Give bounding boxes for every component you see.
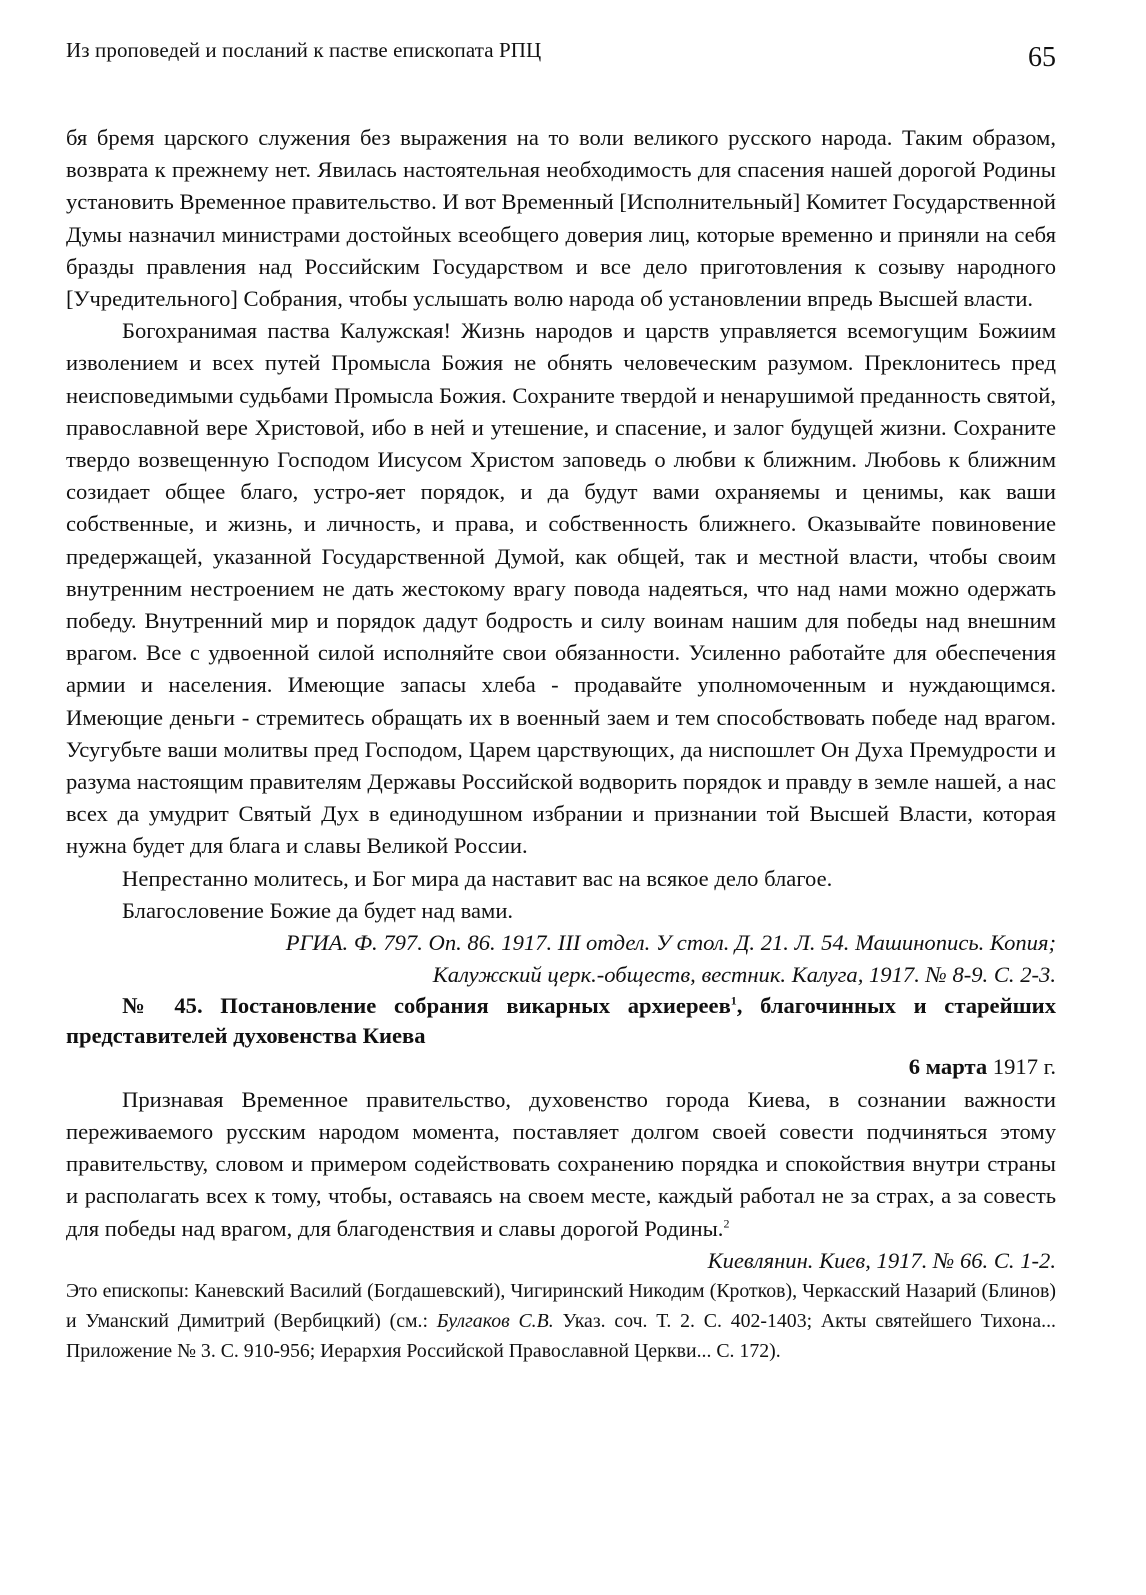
source-citation: Киевлянин. Киев, 1917. № 66. С. 1-2. xyxy=(707,1247,1056,1273)
paragraph: Благословение Божие да будет над вами. xyxy=(122,897,514,923)
heading-text: № 45. Постановление собрания викарных архиереев xyxy=(122,993,731,1019)
date-year: 1917 г. xyxy=(992,1054,1056,1080)
document-text-body: Признавая Временное правительство, духовенство города Киева, в сознании важности переживаемого русским народом момента, поставляет долгом своей совести подчиняться этому правительству, словом и примером содействовать сохранению порядка и спокойствия внутри страны и располагать всех к тому, чтобы, оставаясь на своем месте, каждый работал не за страх, а за совесть для победы над врагом, для благоденствия и славы дорогой Родины. xyxy=(66,1086,1056,1241)
page-body xyxy=(66,122,1056,1366)
date-day: 6 марта xyxy=(908,1054,988,1080)
page-number: 65 xyxy=(1028,42,1056,73)
heading-text: , благочинных и старейших представителей духовенства Киева xyxy=(66,993,1056,1049)
footnote-marker: 1 xyxy=(730,993,737,1008)
paragraph: бя бремя царского служения без выражения на то воли великого русского народа. Таким образом, возврата к прежнему нет. Явилась настоятельная необходимость для спасения нашей дорогой Родины установить Временное правительство. И вот Временный [Исполнительный] Комитет Государственной Думы назначил министрами достойных всеобщего доверия лиц, которые временно и приняли на себя бразды правления над Российским Государством и все дело приготовления к созыву народного [Учредительного] Собрания, чтобы услышать волю народа об установлении впредь Высшей власти. xyxy=(66,125,1056,312)
running-title: Из проповедей и посланий к пастве епископата РПЦ xyxy=(66,38,542,62)
archival-citation xyxy=(66,927,1056,991)
footnote-marker: 2 xyxy=(723,1215,730,1230)
citation-line: Калужский церк.-обществ, вестник. Калуга, 1917. № 8-9. С. 2-3. xyxy=(432,962,1056,988)
footnote-text: Указ. соч. Т. 2. С. 402-1403; Акты святейшего Тихона... Приложение № 3. С. 910-956; Иерархия Российской Православной Церкви... С. 172). xyxy=(66,1309,1057,1362)
document-heading xyxy=(66,991,1056,1051)
citation-line: РГИА. Ф. 797. Оп. 86. 1917. III отдел. У стол. Д. 21. Л. 54. Машинопись. Копия; xyxy=(285,930,1056,956)
footnote-text: Это епископы: Каневский Василий (Богдашевский), Чигиринский Никодим (Кротков), Черкасский Назарий (Блинов) и Уманский Димитрий (Вербицкий) (см.: xyxy=(66,1279,1056,1332)
paragraph: Богохранимая паства Калужская! Жизнь народов и царств управляется всемогущим Божиим изволением и всех путей Промысла Божия не обнять человеческим разумом. Преклонитесь пред неисповедимыми судьбами Промысла Божия. Сохраните твердой и ненарушимой преданность святой, православной вере Христовой, ибо в ней и утешение, и спасение, и залог будущей жизни. Сохраните твердо возвещенную Господом Иисусом Христом заповедь о любви к ближним. Любовь к ближним созидает общее благо, устро-яет порядок, и да будут вами охраняемы и ценимы, как ваши собственные, и жизнь, и личность, и права, и собственность ближнего. Оказывайте повиновение предержащей, указанной Государственной Думой, как общей, так и местной власти, чтобы своим внутренним нестроением не дать жестокому врагу повода надеяться, что над нами можно одержать победу. Внутренний мир и порядок дадут бодрость и силу воинам нашим для победы над внешним врагом. Все с удвоенной силой исполняйте свои обязанности. Усиленно работайте для обеспечения армии и населения. Имеющие запасы хлеба - продавайте уполномоченным и нуждающимся. Имеющие деньги - стремитесь обращать их в военный заем и тем способствовать победе над врагом. Усугубьте ваши молитвы пред Господом, Царем царствующих, да ниспошлет Он Духа Премудрости и разума настоящим правителям Державы Российской водворить порядок и правду в земле нашей, а нас всех да умудрит Святый Дух в единодушном избрании и признании той Высшей Власти, которая нужна будет для блага и славы Великой России. xyxy=(66,318,1056,859)
document-date xyxy=(66,1051,1056,1083)
footnote xyxy=(66,1277,1056,1366)
footnote-author: Булгаков С.В. xyxy=(436,1309,554,1332)
paragraph: Непрестанно молитесь, и Бог мира да наставит вас на всякое дело благое. xyxy=(122,865,833,891)
document-text xyxy=(66,1084,1056,1245)
